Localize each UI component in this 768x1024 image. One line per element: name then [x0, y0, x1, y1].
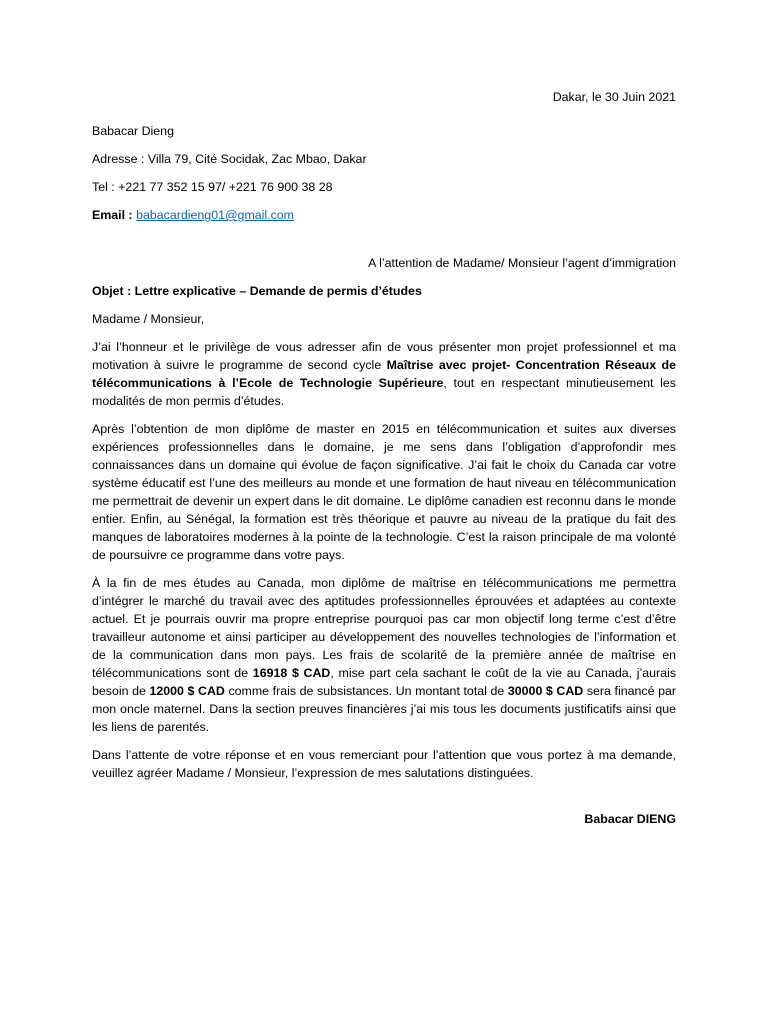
letter-date: Dakar, le 30 Juin 2021 [552, 90, 676, 104]
attention-line: A l’attention de Madame/ Monsieur l’agent d’immigration [368, 256, 676, 270]
paragraph-3 [92, 574, 676, 736]
paragraph-1-text-a: J’ai l’honneur et le privilège de vous adresser afin de vous présenter mon projet professionnel et ma motivation à suivre le programme de second cycle [92, 340, 676, 372]
sender-name: Babacar Dieng [92, 124, 174, 138]
paragraph-3-text-c: comme frais de subsistances. Un montant total de [224, 684, 508, 698]
paragraph-1-text-b: , tout en respectant minutieusement les modalités de mon permis d’études. [92, 376, 676, 408]
sender-tel [92, 178, 676, 196]
paragraph-3-text-a: À la fin de mes études au Canada, mon diplôme de maîtrise en télécommunications me permettra d’intégrer le marché du travail avec des aptitudes professionnelles éprouvées et adaptées au contexte actuel. Et je pourrais ouvrir ma propre entreprise pourquoi pas car mon objectif long terme c’est d’être travailleur autonome et ainsi participer au développement des nouvelles technologies de l’information et de la communication dans mon pays. Les frais de scolarité de la première année de maîtrise en télécommunications sont de [92, 576, 676, 680]
letter-salutation: Madame / Monsieur, [92, 312, 205, 326]
email-label: Email : [92, 208, 133, 222]
paragraph-1-program: Maîtrise avec projet- Concentration Réseaux de télécommunications à l’Ecole de Technologie Supérieure [92, 358, 676, 390]
tuition-amount: 16918 $ CAD [252, 666, 331, 680]
email-link[interactable]: babacardieng01@gmail.com [136, 208, 295, 222]
paragraph-3-text-d: sera financé par mon oncle maternel. Dans la section preuves financières j’ai mis tous les documents justificatifs ainsi que les liens de parentés. [92, 684, 676, 734]
sender-address [92, 150, 676, 168]
signature: Babacar DIENG [584, 812, 676, 826]
paragraph-3-text-b: , mise part cela sachant le coût de la vie au Canada, j’aurais besoin de [92, 666, 677, 698]
letter-object: Objet : Lettre explicative – Demande de permis d’études [92, 284, 422, 298]
paragraph-2: Après l’obtention de mon diplôme de master en 2015 en télécommunication et suites aux diverses expériences professionnelles dans le domaine, je me sens dans l’obligation d’approfondir mes connaissances dans un domaine qui évolue de façon significative. J’ai fait le choix du Canada car votre système éducatif est l’une des meilleurs au monde et une formation de haut niveau en télécommunication me permettrait de devenir un expert dans le dit domaine. Le diplôme canadien est reconnu dans le monde entier. Enfin, au Sénégal, la formation est très théorique et pauvre au niveau de la pratique du fait des manques de laboratoires modernes à la pointe de la technologie. C’est la raison principale de ma volonté de poursuivre ce programme dans votre pays. [92, 422, 676, 562]
sender-email [92, 206, 676, 224]
living-cost-amount: 12000 $ CAD [149, 684, 225, 698]
paragraph-1 [92, 338, 676, 410]
address-value: Villa 79, Cité Socidak, Zac Mbao, Dakar [147, 152, 367, 166]
paragraph-4: Dans l’attente de votre réponse et en vous remerciant pour l’attention que vous portez à ma demande, veuillez agréer Madame / Monsieur, l’expression de mes salutations distinguées. [92, 748, 676, 780]
tel-value: +221 77 352 15 97/ +221 76 900 38 28 [118, 180, 333, 194]
total-amount: 30000 $ CAD [507, 684, 584, 698]
address-label: Adresse : [92, 152, 145, 166]
tel-label: Tel : [92, 180, 115, 194]
letter-page [92, 80, 676, 828]
